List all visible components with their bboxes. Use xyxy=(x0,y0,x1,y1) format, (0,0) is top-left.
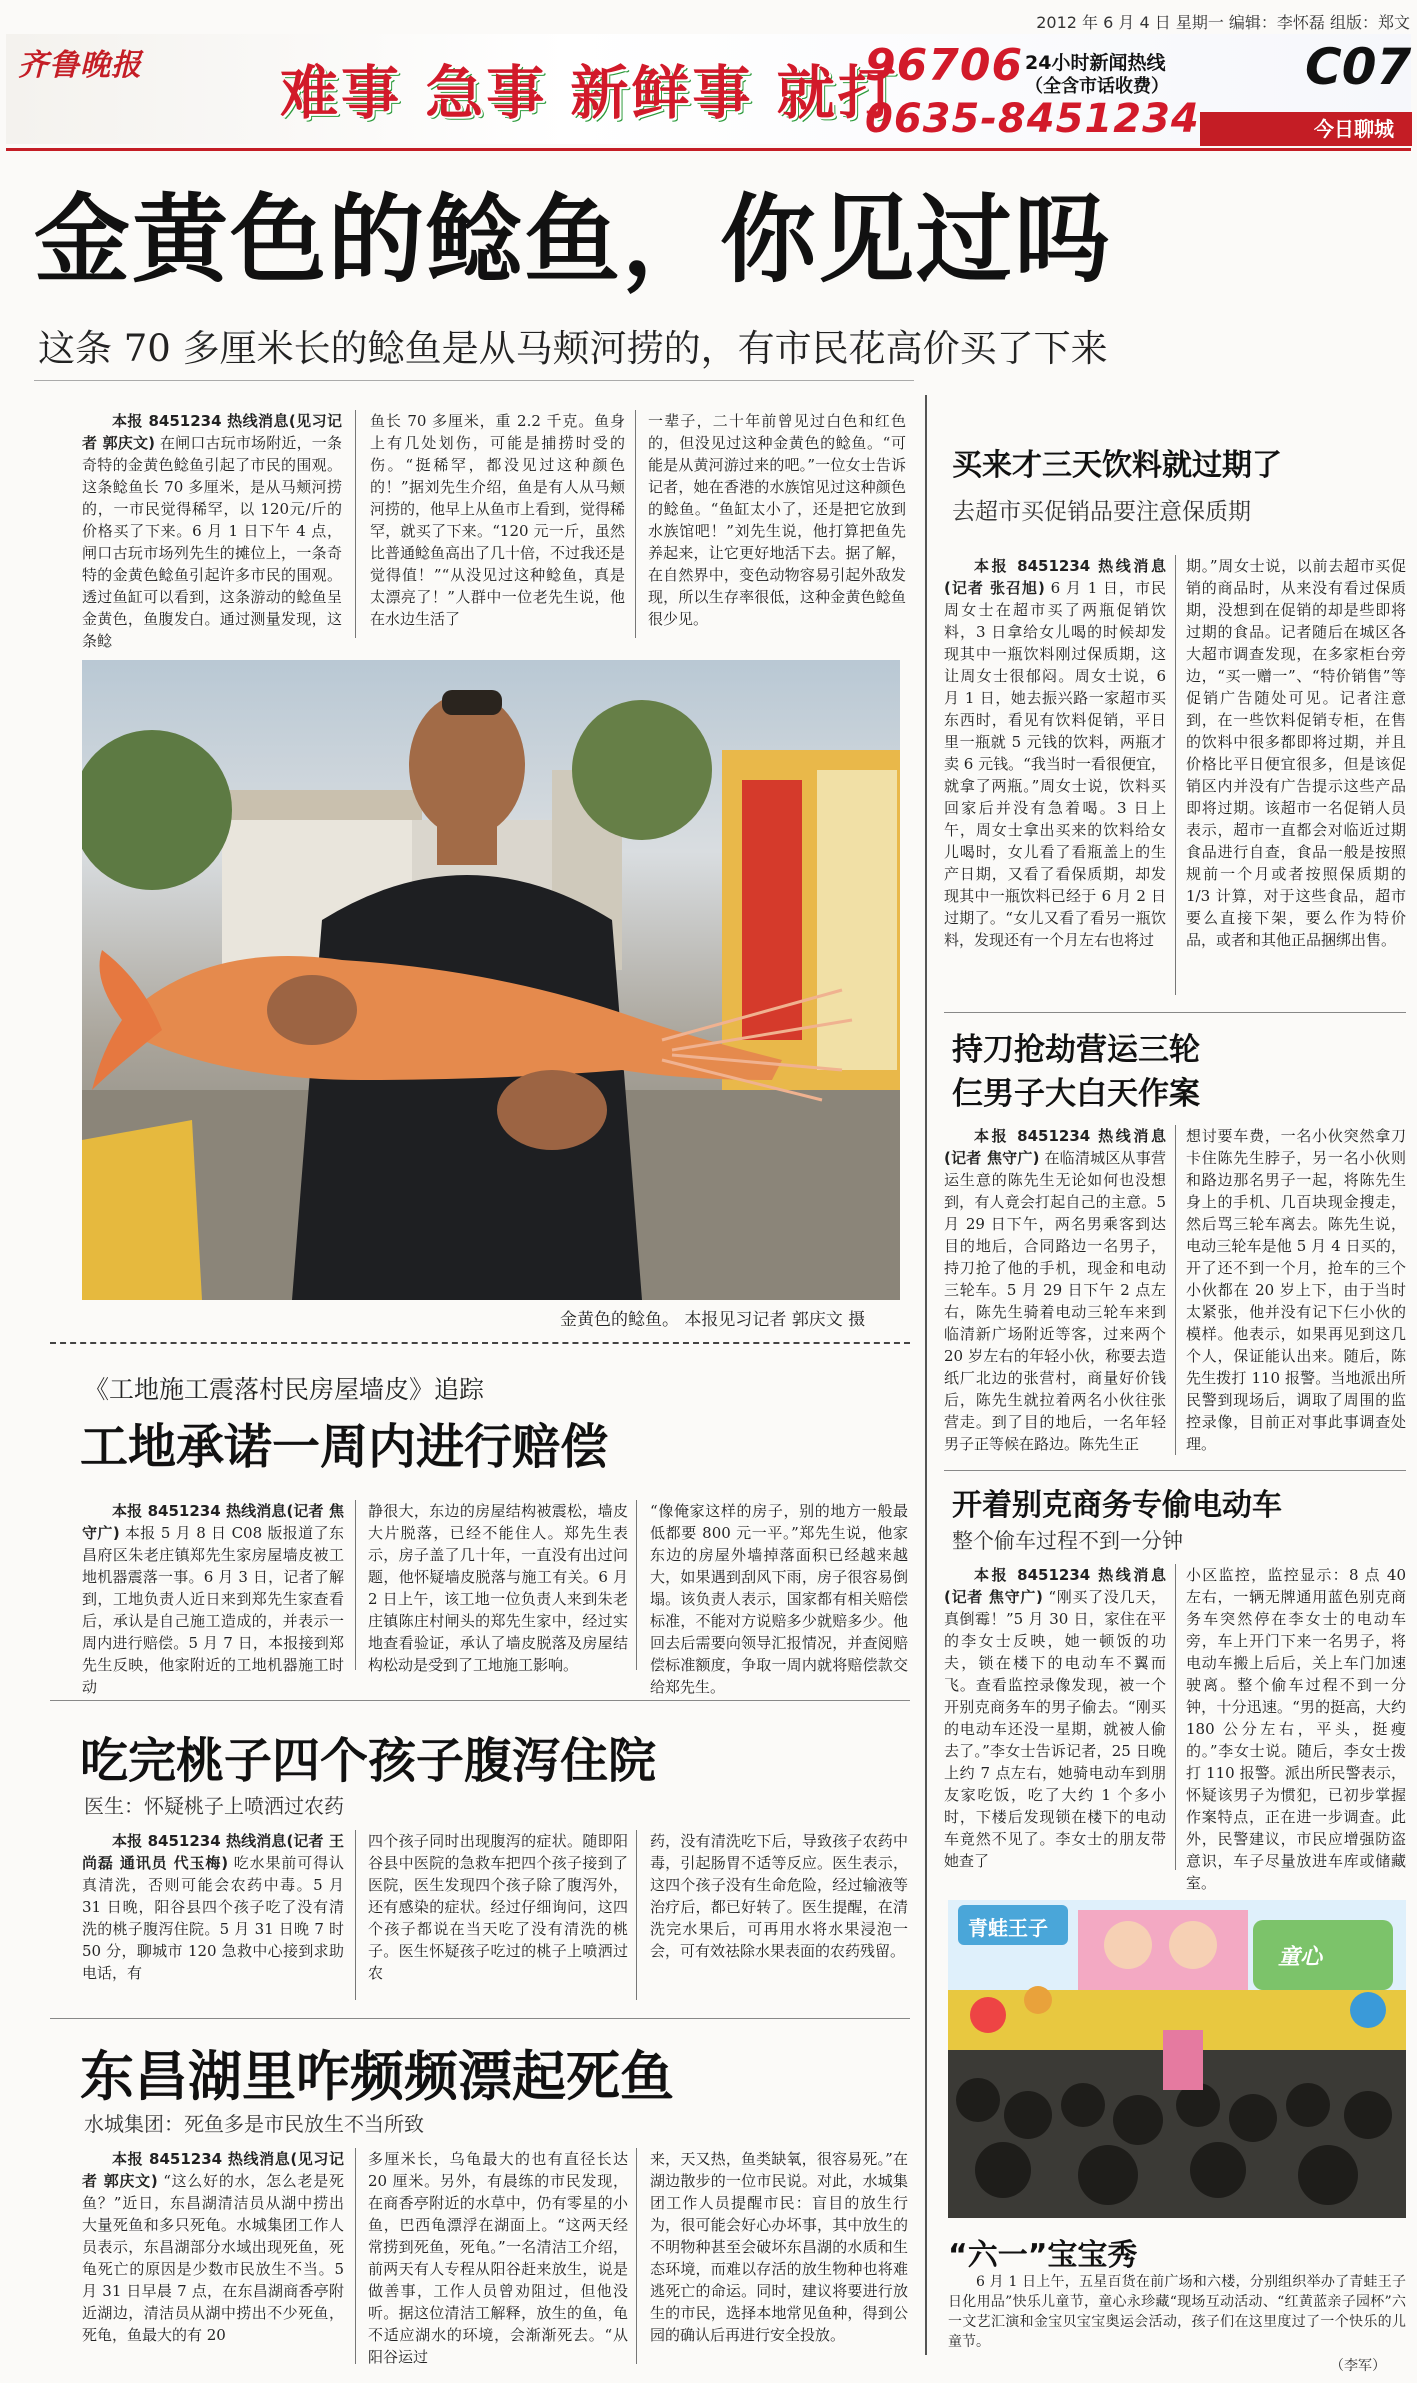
lead-rule xyxy=(34,380,914,381)
right-story-c-column-1 xyxy=(944,1564,1166,1876)
story3-column-2 xyxy=(368,1830,628,2006)
right-story-c-headline: 开着别克商务专偷电动车 xyxy=(952,1488,1282,1523)
col-divider xyxy=(636,2148,637,2364)
story4-column-1 xyxy=(82,2148,344,2370)
col-divider xyxy=(355,1830,356,2000)
story4-subtitle: 水城集团：死鱼多是市民放生不当所致 xyxy=(84,2112,424,2136)
story3-col3-text: 药，没有清洗吃下后，导致孩子农药中毒，引起肠胃不适等反应。医生表示，这四个孩子没有生命危险，经过输液等治疗后，都已好转了。医生提醒，在清洗完水果后，可再用水将水果浸泡一会，可有效祛除水果表面的农药残留。 xyxy=(650,1832,908,1960)
right-story-c-subtitle: 整个偷车过程不到一分钟 xyxy=(952,1529,1183,1553)
date-line: 2012 年 6 月 4 日 星期一 编辑：李怀磊 组版：郑文 xyxy=(1036,13,1410,32)
col-divider xyxy=(355,1500,356,1670)
lead-subtitle: 这条 70 多厘米长的鲶鱼是从马颊河捞的，有市民花高价买了下来 xyxy=(38,327,1108,370)
lead-column-1 xyxy=(82,410,342,650)
col-divider xyxy=(636,1830,637,2000)
right-rule xyxy=(944,1012,1406,1013)
lead-column-3 xyxy=(648,410,906,642)
catfish-photo-svg xyxy=(82,660,900,1300)
story2-column-2 xyxy=(368,1500,628,1676)
col-divider xyxy=(355,2148,356,2364)
lead-col1-text: 在闸口古玩市场附近，一条奇特的金黄色鲶鱼引起了市民的围观。这条鲶鱼长 70 多厘米，是从马颊河捞的，一市民觉得稀罕，以 120元/斤的价格买了下来。6 月 1 日下午 4 点，闸口古玩市场列先生的摊位上，一条奇特的金黄色鲶鱼引起许多市民的围观。透过鱼缸可以看到，这条游动的鲶鱼呈金黄色，鱼腹发白。通过测量发现，这条鲶 xyxy=(82,434,342,650)
photo-story-caption: 6 月 1 日上午，五星百货在前广场和六楼，分别组织举办了青蛙王子日化用品”快乐儿童节，童心永珍藏“现场互动活动、“红黄蓝亲子园杯”六一文艺汇演和金宝贝宝宝奥运会活动，孩子们在这里度过了一个快乐的儿童节。 xyxy=(948,2274,1406,2350)
right-rule xyxy=(944,1470,1406,1471)
story3-subtitle: 医生：怀疑桃子上喷洒过农药 xyxy=(84,1794,344,1818)
story2-byline: 本报 8451234 热线消息(记者 焦守广) xyxy=(82,1502,344,1542)
childrens-day-photo xyxy=(948,1900,1406,2218)
right-story-b-col2-text: 想讨要车费，一名小伙突然拿刀卡住陈先生脖子，另一名小伙则和路边那名男子一起，将陈先生身上的手机、几百块现金搜走，然后骂三轮车离去。陈先生说，电动三轮车是他 5 月 4 日买的，开了还不到一个月，抢车的三个小伙都在 20 岁上下，由于当时太紧张，他并没有记下仨小伙的模样。他表示，如果再见到这几个人，保证能认出来。随后，陈先生拨打 110 报警。当地派出所民警到现场后，调取了周围的监控录像，目前正对事此事调查处理。 xyxy=(1186,1127,1406,1453)
story3-col2-text: 四个孩子同时出现腹泻的症状。随即阳谷县中医院的急救车把四个孩子接到了医院，医生发现四个孩子除了腹泻外，还有感染的症状。经过仔细询问，这四个孩子都说在当天吃了没有清洗的桃子。医生怀疑孩子吃过的桃子上喷洒过农 xyxy=(368,1832,628,1982)
right-story-a-col1-text: 6 月 1 日，市民周女士在超市买了两瓶促销饮料，3 日拿给女儿喝的时候却发现其中一瓶饮料刚过保质期，这让周女士很郁闷。周女士说，6 月 1 日，她去振兴路一家超市买东西时，看见有饮料促销，平日里一瓶就 5 元钱的饮料，两瓶才卖 6 元钱。“我当时一看很便宜，就拿了两瓶。”周女士说，饮料买回家后并没有急着喝。3 日上午，周女士拿出买来的饮料给女儿喝时，女儿看了看瓶盖上的生产日期，又看了看保质期，却发现其中一瓶饮料已经于 6 月 2 日过期了。“女儿又看了看另一瓶饮料，发现还有一个月左右也将过 xyxy=(944,579,1166,949)
photo-story-caption-box xyxy=(948,2272,1406,2352)
right-story-c-column-2 xyxy=(1186,1564,1406,1892)
right-story-c-byline: 本报 8451234 热线消息(记者 焦守广) xyxy=(944,1566,1166,1606)
story4-byline: 本报 8451234 热线消息(见习记者 郭庆文) xyxy=(82,2150,344,2190)
story2-col2-text: 静很大，东边的房屋结构被震松，墙皮大片脱落，已经不能住人。郑先生表示，房子盖了几十年，一直没有出过问题，他怀疑墙皮脱落与施工有关。6 月 2 日上午，该工地一位负责人来到朱老庄镇陈庄村闸头的郑先生家中，经过实地查看验证，承认了墙皮脱落及房屋结构松动是受到了工地施工影响。 xyxy=(368,1502,628,1674)
story3-col1-text: 吃水果前可得认真清洗，否则可能会农药中毒。5 月 31 日晚，阳谷县四个孩子吃了没有清洗的桃子腹泻住院。5 月 31 日晚 7 时 50 分，聊城市 120 急救中心接到求助电话，有 xyxy=(82,1854,344,1982)
col-divider xyxy=(1175,1125,1176,1455)
hotline-number: 96706 xyxy=(865,40,1024,91)
story4-col3-text: 来，天又热，鱼类缺氧，很容易死。”在湖边散步的一位市民说。对此，水城集团工作人员提醒市民：盲目的放生行为，很可能会好心办坏事，其中放生的不明物种甚至会破坏东昌湖的水质和生态环境，而难以存活的放生物种也将难逃死亡的命运。同时，建议将要进行放生的市民，选择本地常见鱼种，得到公园的确认后再进行安全投放。 xyxy=(650,2150,908,2344)
lead-column-2 xyxy=(370,410,625,642)
story3-column-3 xyxy=(650,1830,908,2006)
page-code: C07 xyxy=(1305,38,1412,96)
story4-column-2 xyxy=(368,2148,628,2370)
photo-story-headline: “六一”宝宝秀 xyxy=(948,2238,1138,2273)
right-story-a-col2-text: 期。”周女士说，以前去超市买促销的商品时，从来没有看过保质期，没想到在促销的却是些即将过期的食品。记者随后在城区各大超市调查发现，在多家柜台旁边，“买一赠一”、“特价销售”等促销广告随处可见。记者注意到，在一些饮料促销专柜，在售的饮料中很多都即将过期，并且价格比平日便宜很多，但是该促销区内并没有广告提示这些产品即将过期。该超市一名促销人员表示，超市一直都会对临近过期食品进行自查，食品一般是按照规前一个月或者按照保质期的 1/3 计算，对于这些食品，超市要么直接下架，要么作为特价品，或者和其他正品捆绑出售。 xyxy=(1186,557,1406,949)
masthead-logo: 齐鲁晚报 xyxy=(18,48,142,83)
col-divider xyxy=(1175,555,1176,995)
catfish-photo xyxy=(82,660,900,1300)
col-divider xyxy=(635,410,636,638)
lead-headline: 金黄色的鲶鱼，你见过吗 xyxy=(34,184,1112,296)
story3-byline: 本报 8451234 热线消息(记者 王尚磊 通讯员 代玉梅) xyxy=(82,1832,344,1872)
page-divider xyxy=(925,395,927,2355)
col-divider xyxy=(355,410,356,638)
story4-col1-text: “这么好的水，怎么老是死鱼？”近日，东昌湖清洁员从湖中捞出大量死鱼和多只死龟。水城集团工作人员表示，东昌湖部分水域出现死鱼，死龟死亡的原因是少数市民放生不当。5 月 31 日早晨 7 点，在东昌湖商香亭附近湖边，清洁员从湖中捞出不少死鱼，死龟，鱼最大的有 20 xyxy=(82,2172,344,2344)
photo-caption: 金黄色的鲶鱼。 本报见习记者 郭庆文 摄 xyxy=(560,1310,866,1330)
right-story-a-subtitle: 去超市买促销品要注意保质期 xyxy=(952,499,1251,525)
right-story-b-column-2 xyxy=(1186,1125,1406,1461)
right-story-a-column-2 xyxy=(1186,555,1406,1001)
right-story-b-column-1 xyxy=(944,1125,1166,1461)
header-rule xyxy=(6,148,1411,151)
right-story-b-col1-text: 在临清城区从事营运生意的陈先生无论如何也没想到，有人竟会打起自己的主意。5 月 29 日下午，两名男乘客到达目的地后，合同路边一名男子，持刀抢了他的手机，现金和电动三轮车。5 月 29 日下午 2 点左右，陈先生骑着电动三轮车来到临清新广场附近等客，过来两个 20 岁左右的年轻小伙，称要去造纸厂北边的张营村，商量好价钱后，陈先生就拉着两名小伙往张营走。到了目的地后，一名年轻男子正等候在路边。陈先生正 xyxy=(944,1149,1166,1453)
childrens-day-photo-svg xyxy=(948,1900,1406,2218)
lead-col2-text: 鱼长 70 多厘米，重 2.2 千克。鱼身上有几处划伤，可能是捕捞时受的伤。“挺稀罕，都没见过这种颜色的！”据刘先生介绍，鱼是有人从马颊河捞的，他早上从鱼市上看到，觉得稀罕，就买了下来。“120 元一斤，虽然比普通鲶鱼高出了几十倍，不过我还是觉得值！”“从没见过这种鲶鱼，真是太漂亮了！”人群中一位老先生说，他在水边生活了 xyxy=(370,412,625,628)
lead-byline: 本报 8451234 热线消息(见习记者 郭庆文) xyxy=(82,412,342,452)
story2-headline: 工地承诺一周内进行赔偿 xyxy=(80,1419,609,1475)
lead-col3-text: 一辈子，二十年前曾见过白色和红色的，但没见过这种金黄色的鲶鱼。“可能是从黄河游过来的吧。”一位女士告诉记者，她在香港的水族馆见过这种颜色的鲶鱼。“鱼缸太小了，还是把它放到水族馆吧！”刘先生说，他打算把鱼先养起来，让它更好地活下去。据了解，在自然界中，变色动物容易引起外敌发现，所以生存率很低，这种金黄色鲶鱼很少见。 xyxy=(648,412,906,628)
col-divider xyxy=(636,1500,637,1670)
story4-column-3 xyxy=(650,2148,908,2370)
section-rule xyxy=(50,2018,910,2019)
right-story-c-col2-text: 小区监控，监控显示：8 点 40 左右，一辆无牌通用蓝色别克商务车突然停在李女士的电动车旁，车上开门下来一名男子，将电动车搬上后后，关上车门加速驶离。整个偷车过程不到一分钟，十分迅速。“男的挺高，大约 180 公分左右，平头，挺瘦的。”李女士说。随后，李女士拨打 110 报警。派出所民警表示，怀疑该男子为惯犯，已初步掌握作案特点，正在进一步调查。此外，民警建议，市民应增强防盗意识，车子尽量放进车库或储藏室。 xyxy=(1186,1566,1406,1892)
section-rule xyxy=(50,1342,910,1344)
right-story-b-headline-1: 持刀抢劫营运三轮 xyxy=(952,1032,1200,1068)
story2-column-1 xyxy=(82,1500,344,1696)
right-story-a-byline: 本报 8451234 热线消息(记者 张召旭) xyxy=(944,557,1166,597)
story3-column-1 xyxy=(82,1830,344,2006)
banner-slogan: 难事 急事 新鲜事 就打 xyxy=(280,59,899,127)
section-rule xyxy=(50,1700,910,1701)
photo-sign-tongxin: 童心 xyxy=(1278,1945,1323,1970)
right-story-b-byline: 本报 8451234 热线消息(记者 焦守广) xyxy=(944,1127,1166,1167)
hotline-note-2: （全含市话收费） xyxy=(1025,76,1169,97)
hotline-note-1: 24小时新闻热线 xyxy=(1025,52,1166,74)
photo-sign-frog-prince: 青蛙王子 xyxy=(968,1916,1048,1940)
section-tag-label: 今日聊城 xyxy=(1314,117,1394,141)
story2-column-3 xyxy=(650,1500,908,1696)
col-divider xyxy=(1175,1564,1176,1870)
right-story-a-headline: 买来才三天饮料就过期了 xyxy=(952,448,1282,483)
story2-col3-text: “像俺家这样的房子，别的地方一般最低都要 800 元一平。”郑先生说，他家东边的房屋外墙掉落面积已经越来越大，如果遇到刮风下雨，房子很容易倒塌。该负责人表示，国家都有相关赔偿标准，不能对方说赔多少就赔多少。他回去后需要向领导汇报情况，并查阅赔偿标准额度，争取一周内就将赔偿款交给郑先生。 xyxy=(650,1502,908,1696)
right-story-a-column-1 xyxy=(944,555,1166,1001)
right-story-b-headline-2: 仨男子大白天作案 xyxy=(952,1076,1200,1112)
section-tag xyxy=(1200,112,1412,146)
right-story-c-col1-text: “刚买了没几天，真倒霉！”5 月 30 日，家住在平的李女士反映，她一顿饭的功夫，锁在楼下的电动车不翼而飞。查看监控录像发现，被一个开别克商务车的男子偷去。“刚买的电动车还没一星期，就被人偷去了。”李女士告诉记者，25 日晚上约 7 点左右，她骑电动车到朋友家吃饭，吃了大约 1 个多小时，下楼后发现锁在楼下的电动车竟然不见了。李女士的朋友带她查了 xyxy=(944,1588,1166,1870)
story2-kicker: 《工地施工震落村民房屋墙皮》追踪 xyxy=(84,1375,485,1404)
story2-col1-text: 本报 5 月 8 日 C08 版报道了东昌府区朱老庄镇郑先生家房屋墙皮被工地机器震落一事。6 月 3 日，记者了解到，工地负责人近日来到郑先生家查看后，承认是自己施工造成的，并表示一周内进行赔偿。5 月 7 日，本报接到郑先生反映，他家附近的工地机器施工时动 xyxy=(82,1524,344,1696)
phone-number: 0635-8451234 xyxy=(865,96,1200,142)
photo-story-credit: （李军） xyxy=(1330,2358,1386,2374)
story4-col2-text: 多厘米长，乌龟最大的也有直径长达 20 厘米。另外，有晨练的市民发现，在商香亭附近的水草中，仍有零星的小鱼，巴西龟漂浮在湖面上。“这两天经常捞到死鱼，死龟。”一名清洁工介绍，前两天有人专程从阳谷赶来放生，说是做善事，工作人员曾劝阻过，但他没听。据这位清洁工解释，放生的鱼，龟不适应湖水的环境，会渐渐死去。“从阳谷运过 xyxy=(368,2150,628,2366)
story4-headline: 东昌湖里咋频频漂起死鱼 xyxy=(80,2045,674,2108)
story3-headline: 吃完桃子四个孩子腹泻住院 xyxy=(80,1733,657,1789)
